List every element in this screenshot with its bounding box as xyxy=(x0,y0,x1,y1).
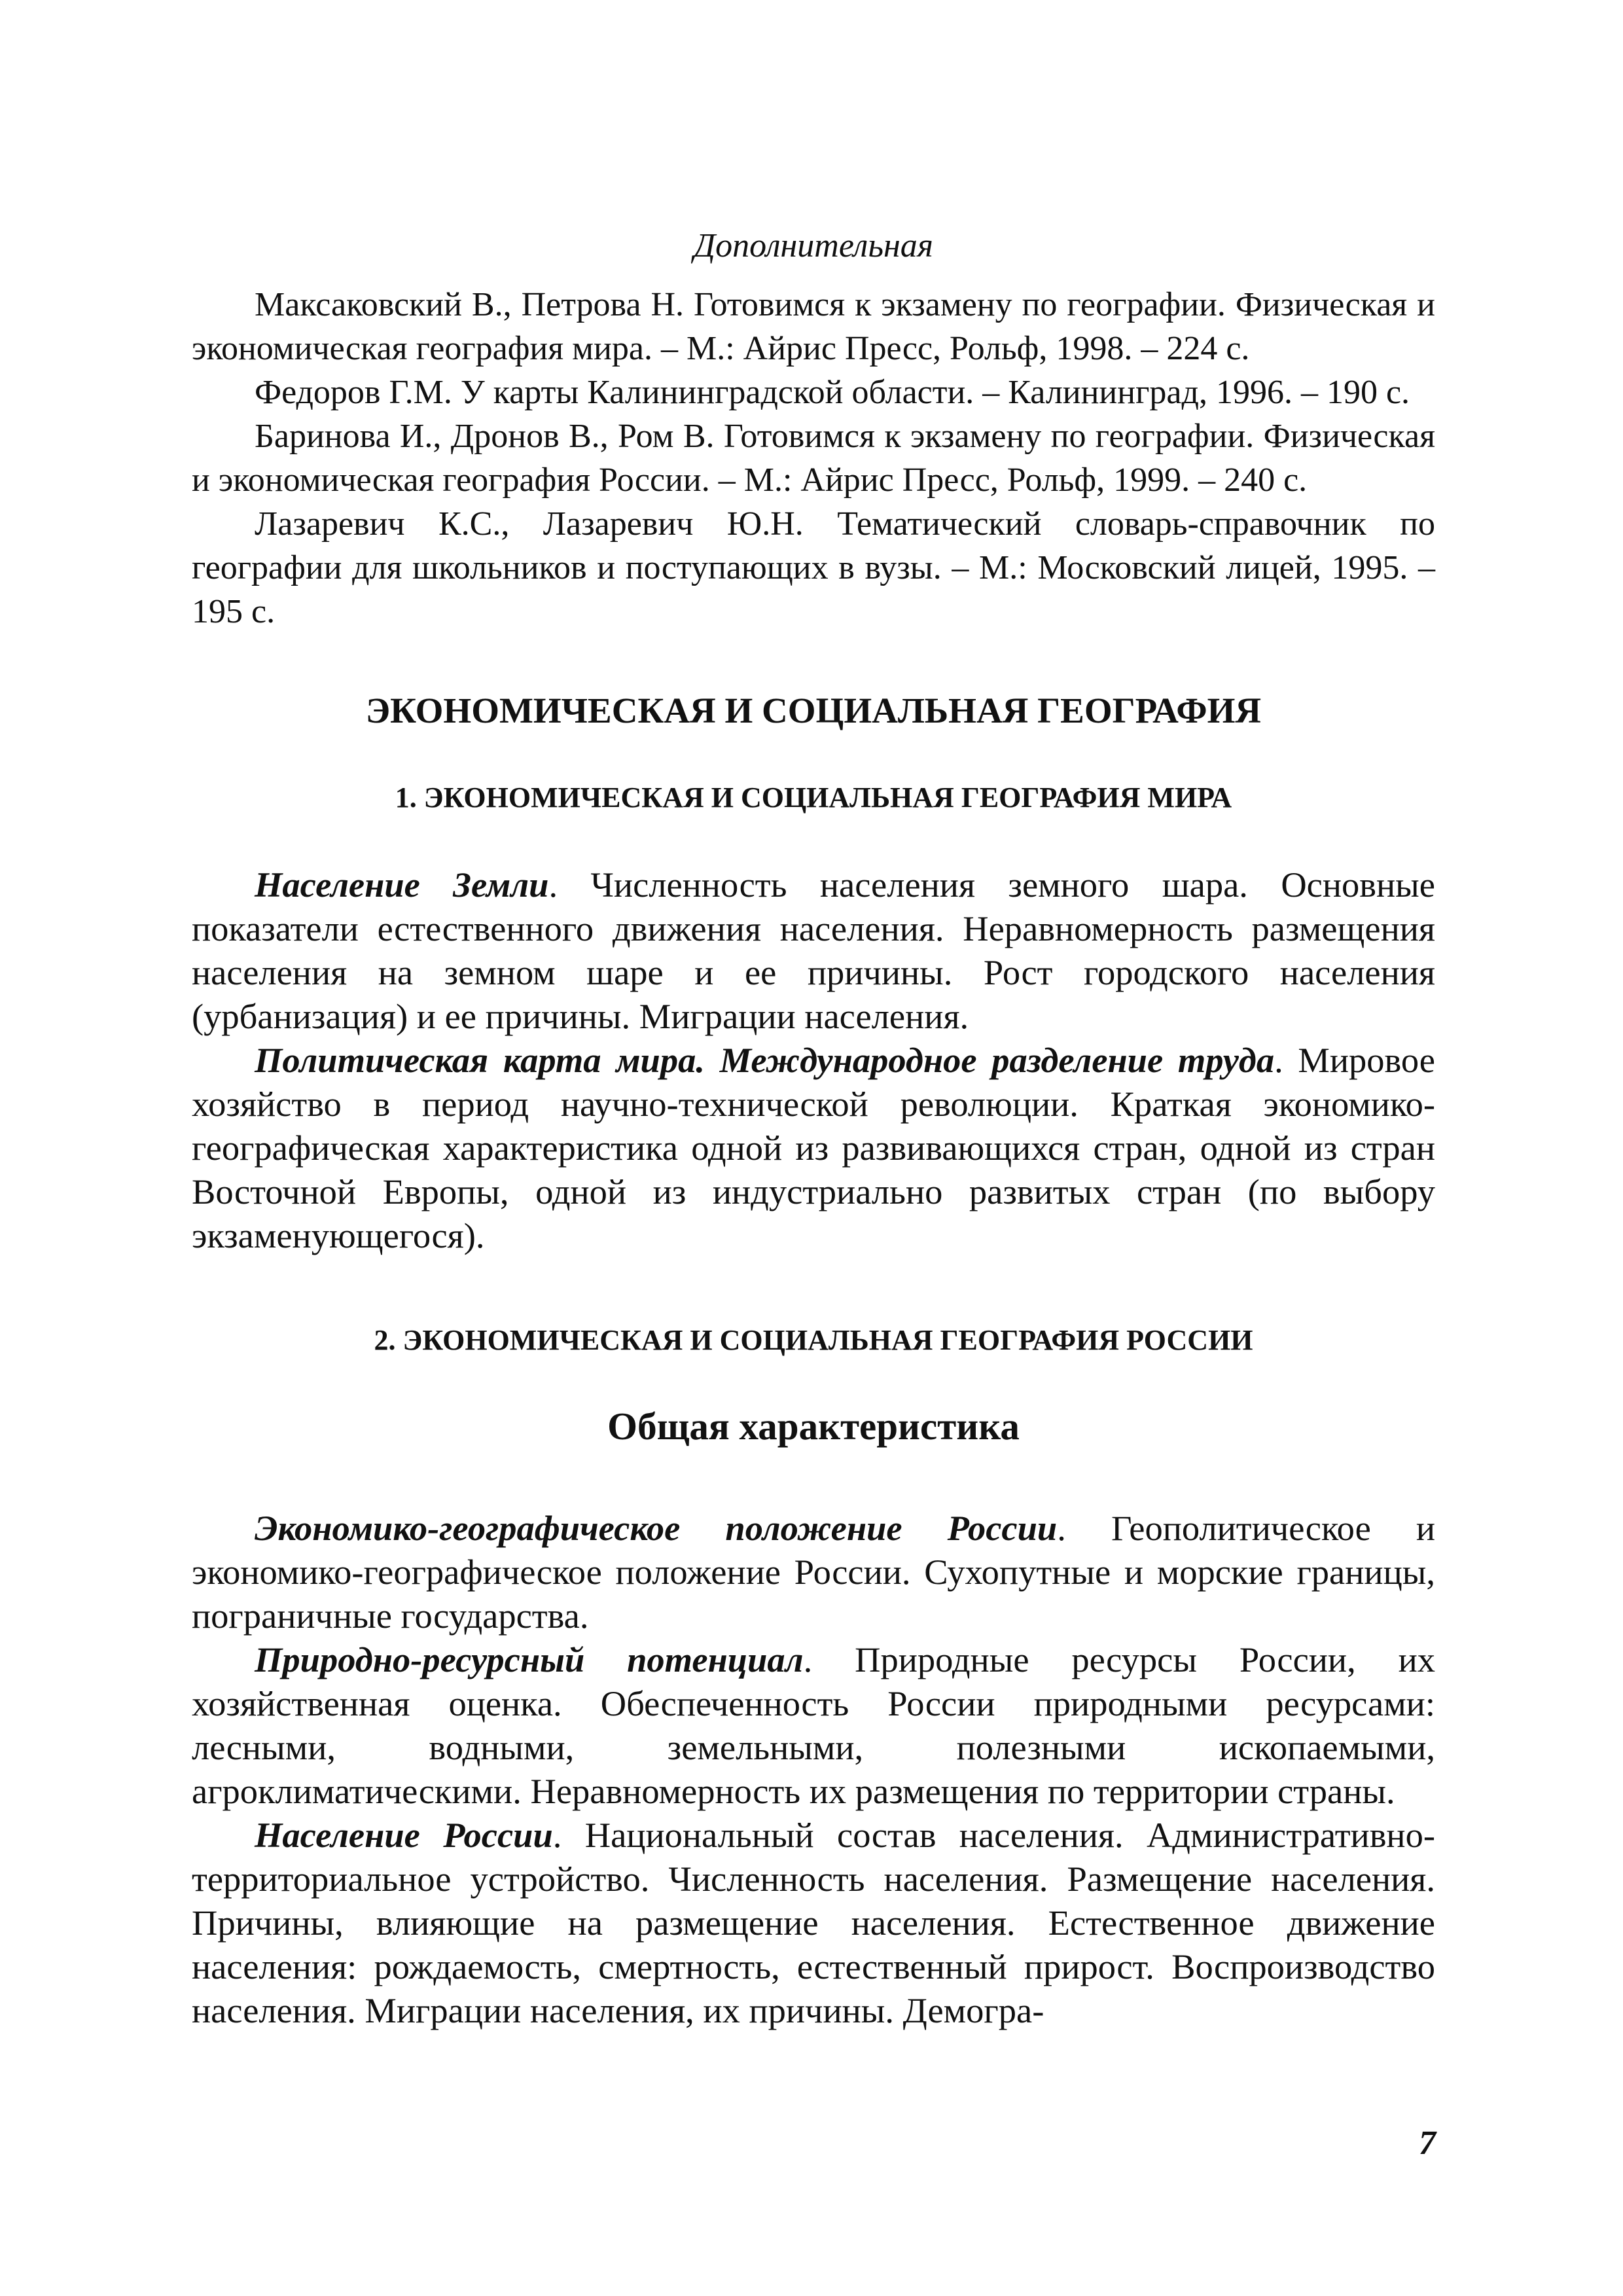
paragraph-lead: Население России xyxy=(255,1815,553,1855)
chapter-2-paragraph xyxy=(192,1813,1435,2032)
reference-list xyxy=(192,283,1435,634)
paragraph-text: . Мировое хозяйство в период научно-технической революции. Краткая экономико-географическая характеристика одной из развивающихся стран, одной из стран Восточной Европы, одной из индустриально развитых стран (по выбору экзаменующегося). xyxy=(192,1040,1435,1255)
paragraph-lead: Политическая карта мира. Международное разделение труда xyxy=(255,1040,1275,1080)
paragraph-lead: Экономико-географическое положение России xyxy=(255,1508,1058,1548)
page-content xyxy=(192,223,1435,2032)
paragraph-text: . Природные ресурсы России, их хозяйственная оценка. Обеспеченность России природными ресурсами: лесными, водными, земельными, полезными ископаемыми, агроклиматическими. Неравномерность их размещения по территории страны. xyxy=(192,1640,1435,1811)
section-title: ЭКОНОМИЧЕСКАЯ И СОЦИАЛЬНАЯ ГЕОГРАФИЯ xyxy=(365,691,1262,730)
chapter-1-paragraph xyxy=(192,1038,1435,1257)
chapter-1-paragraph xyxy=(192,863,1435,1038)
chapter-2-paragraph xyxy=(192,1638,1435,1813)
paragraph-text: . Численность населения земного шара. Основные показатели естественного движения населения. Неравномерность размещения населения на земном шаре и ее причины. Рост городского населения (урбанизация) и ее причины. Миграции населения. xyxy=(192,865,1435,1036)
reference-item: Максаковский В., Петрова Н. Готовимся к экзамену по географии. Физическая и экономическая география мира. – М.: Айрис Пресс, Рольф, 1998. – 224 с. xyxy=(192,286,1435,367)
topic-title: Общая характеристика xyxy=(607,1405,1020,1448)
chapter-2-title: 2. ЭКОНОМИЧЕСКАЯ И СОЦИАЛЬНАЯ ГЕОГРАФИЯ РОССИИ xyxy=(374,1324,1253,1356)
paragraph-text: . Национальный состав населения. Административно-территориальное устройство. Численность населения. Размещение населения. Причины, влияющие на размещение населения. Естественное движение населения: рождаемость, смертность, естественный прирост. Воспроизводство населения. Миграции населения, их причины. Демогра- xyxy=(192,1815,1435,2030)
chapter-2-paragraph xyxy=(192,1506,1435,1638)
reference-item: Лазаревич К.С., Лазаревич Ю.Н. Тематический словарь-справочник по географии для школьников и поступающих в вузы. – М.: Московский лицей, 1995. – 195 с. xyxy=(192,505,1435,630)
paragraph-text: . Геополитическое и экономико-географическое положение России. Сухопутные и морские границы, пограничные государства. xyxy=(192,1508,1435,1636)
reference-item: Баринова И., Дронов В., Ром В. Готовимся к экзамену по географии. Физическая и экономическая география России. – М.: Айрис Пресс, Рольф, 1999. – 240 с. xyxy=(192,418,1435,499)
reference-item: Федоров Г.М. У карты Калининградской области. – Калининград, 1996. – 190 с. xyxy=(255,374,1410,411)
paragraph-lead: Население Земли xyxy=(255,865,549,905)
page-number: 7 xyxy=(1419,2125,1436,2162)
paragraph-lead: Природно-ресурсный потенциал xyxy=(255,1640,804,1679)
chapter-1-title: 1. ЭКОНОМИЧЕСКАЯ И СОЦИАЛЬНАЯ ГЕОГРАФИЯ МИРА xyxy=(395,781,1232,814)
references-subheading: Дополнительная xyxy=(694,227,933,264)
